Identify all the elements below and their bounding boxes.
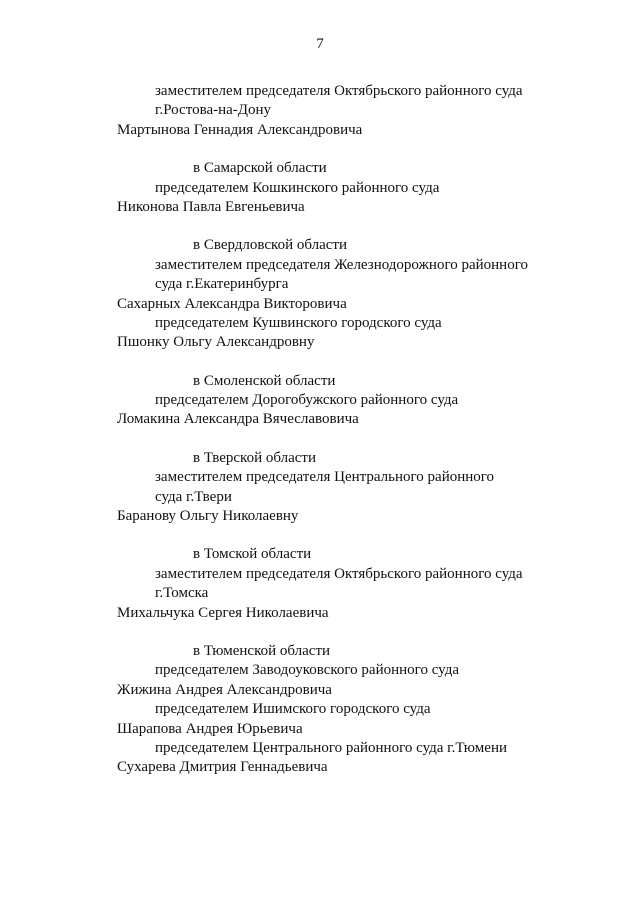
region-heading: в Смоленской области <box>193 372 336 389</box>
court-position: заместителем председателя Октябрьского районного суда <box>155 83 523 99</box>
region-section <box>117 642 587 778</box>
appointee-name: Ломакина Александра Вячеславовича <box>117 411 359 428</box>
region-section <box>117 82 587 140</box>
court-position: председателем Заводоуковского районного суда <box>155 662 460 679</box>
court-position: председателем Кушвинского городского суда <box>155 314 442 331</box>
court-position: председателем Ишимского городского суда <box>155 701 431 718</box>
region-section <box>117 545 587 623</box>
region-section <box>117 449 587 527</box>
page-number: 7 <box>316 36 324 52</box>
court-position: г.Ростова-на-Дону <box>155 102 272 119</box>
region-heading: в Тверской области <box>193 449 317 466</box>
region-section <box>117 159 587 217</box>
court-position: заместителем председателя Железнодорожного районного <box>155 256 528 273</box>
appointee-name: Никонова Павла Евгеньевича <box>117 198 305 215</box>
region-heading: в Тюменской области <box>193 642 331 659</box>
region-section <box>117 236 587 352</box>
appointee-name: Жижина Андрея Александровича <box>117 681 332 698</box>
region-heading: в Свердловской области <box>193 237 348 254</box>
court-position: председателем Кошкинского районного суда <box>155 179 440 196</box>
region-heading: в Самарской области <box>193 160 327 177</box>
court-position: заместителем председателя Октябрьского районного суда <box>155 565 523 582</box>
appointee-name: Сухарева Дмитрия Геннадьевича <box>117 759 328 776</box>
appointee-name: Пшонку Ольгу Александровну <box>117 334 315 351</box>
court-position: заместителем председателя Центрального районного <box>155 469 495 486</box>
court-position: суда г.Твери <box>155 488 232 505</box>
court-position: г.Томска <box>155 585 209 602</box>
region-section <box>117 372 587 430</box>
appointee-name: Михальчука Сергея Николаевича <box>117 604 329 621</box>
appointments-list <box>117 82 587 778</box>
court-position: суда г.Екатеринбурга <box>155 276 289 293</box>
court-position: председателем Центрального районного суда г.Тюмени <box>155 739 508 756</box>
appointee-name: Баранову Ольгу Николаевну <box>117 508 299 525</box>
region-heading: в Томской области <box>193 546 312 563</box>
appointee-name: Шарапова Андрея Юрьевича <box>117 720 303 737</box>
court-position: председателем Дорогобужского районного суда <box>155 392 459 409</box>
appointee-name: Мартынова Геннадия Александровича <box>117 121 363 138</box>
appointee-name: Сахарных Александра Викторовича <box>117 295 347 312</box>
